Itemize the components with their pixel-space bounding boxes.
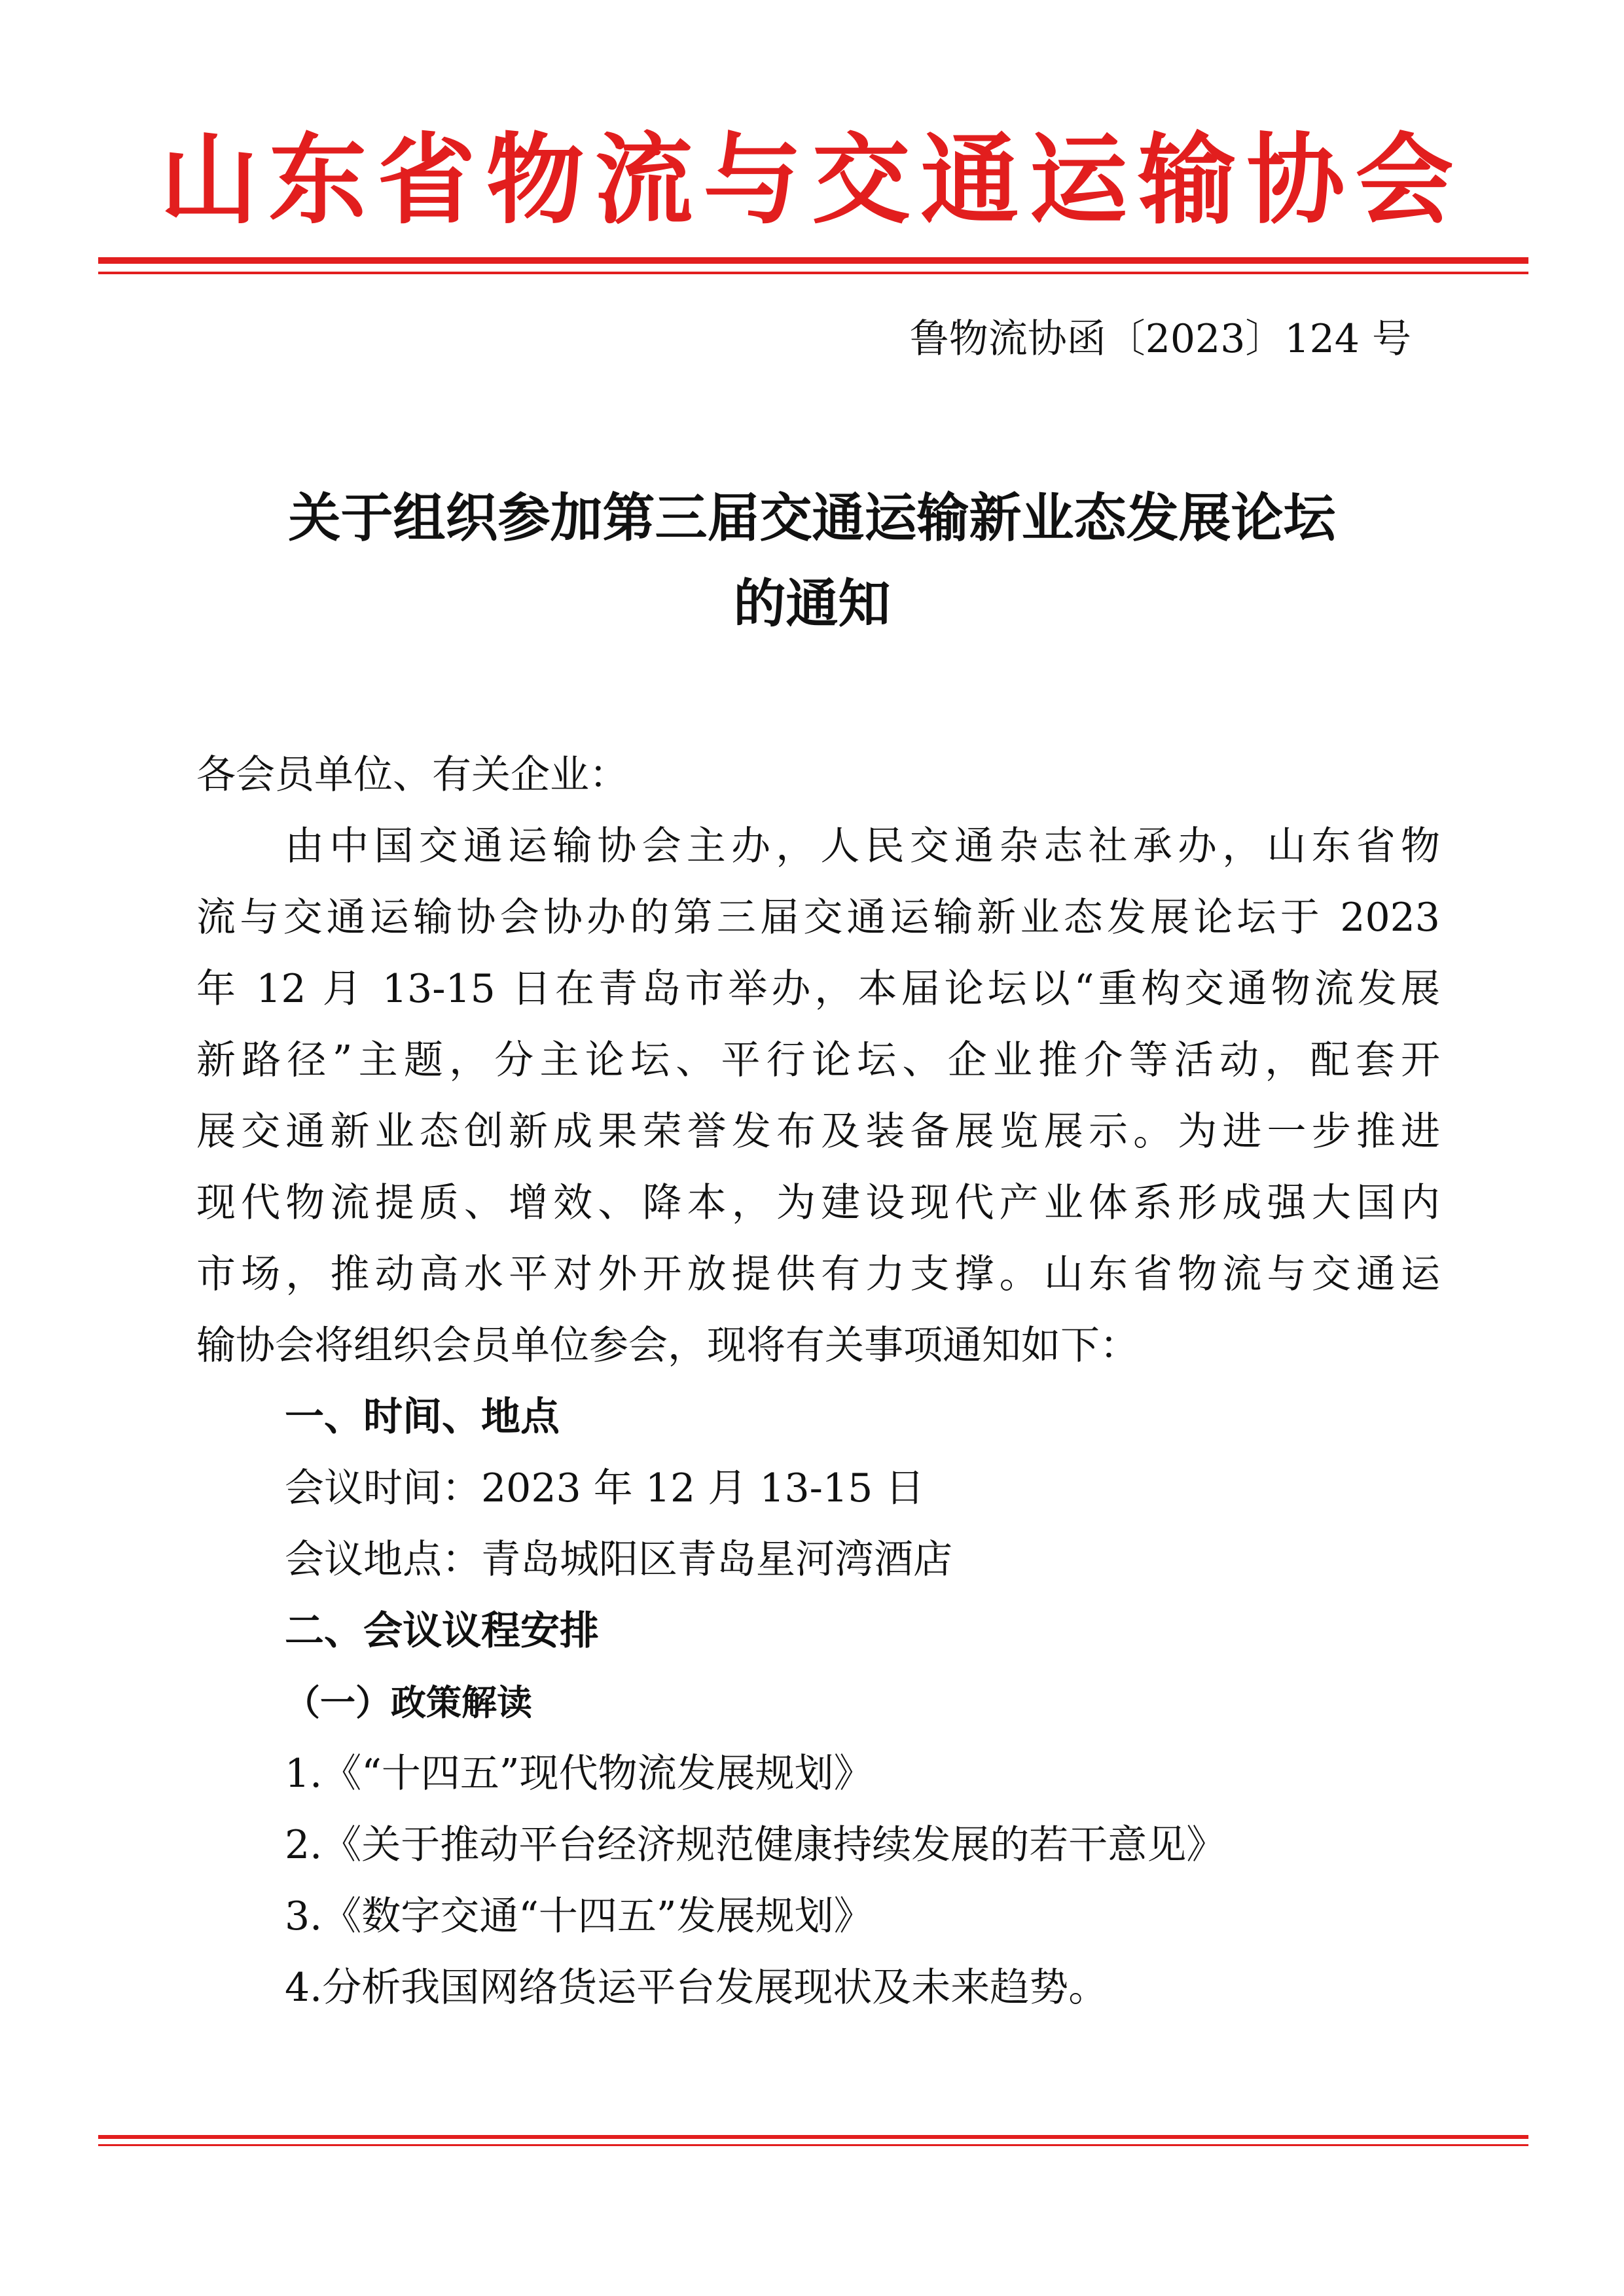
header-rule-thin <box>98 272 1528 274</box>
paragraph-line: 由中国交通运输协会主办，人民交通杂志社承办，山东省物 <box>285 823 1440 869</box>
paragraph-line: 现代物流提质、增效、降本，为建设现代产业体系形成强大国内 <box>196 1180 1440 1226</box>
agenda-item: 4.分析我国网络货运平台发展现状及未来趋势。 <box>285 1965 1108 2011</box>
meeting-place: 会议地点：青岛城阳区青岛星河湾酒店 <box>285 1537 952 1583</box>
agenda-item: 3.《数字交通“十四五”发展规划》 <box>285 1893 873 1939</box>
paragraph-line: 展交通新业态创新成果荣誉发布及装备展览展示。为进一步推进 <box>196 1109 1440 1155</box>
document-title-line-2: 的通知 <box>733 573 891 634</box>
document-title-line-1: 关于组织参加第三届交通运输新业态发展论坛 <box>288 488 1336 548</box>
agenda-item: 2.《关于推动平台经济规范健康持续发展的若干意见》 <box>285 1822 1226 1868</box>
subsection-heading-policy: （一）政策解读 <box>285 1682 532 1723</box>
paragraph-line: 年 12 月 13-15 日在青岛市举办，本届论坛以“重构交通物流发展 <box>196 966 1440 1012</box>
section-heading-time-place: 一、时间、地点 <box>285 1394 560 1440</box>
paragraph-line: 市场，推动高水平对外开放提供有力支撑。山东省物流与交通运 <box>196 1251 1440 1297</box>
footer-rule-thin <box>98 2144 1528 2146</box>
organization-header: 山东省物流与交通运输协会 <box>160 122 1464 238</box>
section-heading-agenda: 二、会议议程安排 <box>285 1608 599 1654</box>
header-rule-thick <box>98 257 1528 264</box>
paragraph-line: 流与交通运输协会协办的第三届交通运输新业态发展论坛于 2023 <box>196 895 1440 941</box>
footer-rule-thick <box>98 2135 1528 2139</box>
document-number: 鲁物流协函〔2023〕124 号 <box>909 316 1411 362</box>
meeting-time: 会议时间：2023 年 12 月 13-15 日 <box>285 1465 925 1511</box>
paragraph-line: 输协会将组织会员单位参会，现将有关事项通知如下： <box>196 1323 1139 1369</box>
document-body <box>196 740 1440 2024</box>
agenda-item: 1.《“十四五”现代物流发展规划》 <box>285 1751 873 1797</box>
salutation: 各会员单位、有关企业： <box>196 752 628 798</box>
paragraph-line: 新路径”主题，分主论坛、平行论坛、企业推介等活动，配套开 <box>196 1037 1440 1083</box>
